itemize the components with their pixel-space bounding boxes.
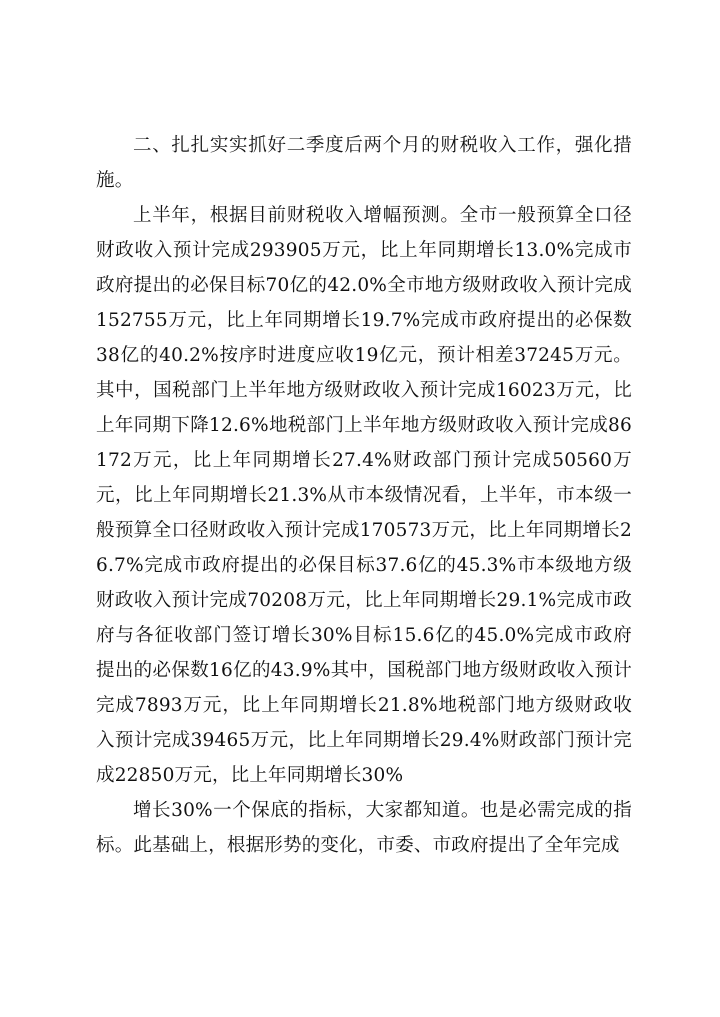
section-heading-paragraph: 二、扎扎实实抓好二季度后两个月的财税收入工作，强化措施。 bbox=[96, 135, 632, 191]
document-body bbox=[96, 128, 632, 863]
growth-target-paragraph: 增长30%一个保底的指标，大家都知道。也是必需完成的指标。此基础上，根据形势的变化，市委、市政府提出了全年完成 bbox=[96, 800, 632, 856]
revenue-forecast-paragraph: 上半年，根据目前财税收入增幅预测。全市一般预算全口径财政收入预计完成293905万元，比上年同期增长13.0%完成市政府提出的必保目标70亿的42.0%全市地方级财政收入预计完成152755万元，比上年同期增长19.7%完成市政府提出的必保数38亿的40.2%按序时进度应收19亿元，预计相差37245万元。其中，国税部门上半年地方级财政收入预计完成16023万元，比上年同期下降12.6%地税部门上半年地方级财政收入预计完成86172万元，比上年同期增长27.4%财政部门预计完成50560万元，比上年同期增长21.3%从市本级情况看，上半年，市本级一般预算全口径财政收入预计完成170573万元，比上年同期增长26.7%完成市政府提出的必保目标37.6亿的45.3%市本级地方级财政收入预计完成70208万元，比上年同期增长29.1%完成市政府与各征收部门签订增长30%目标15.6亿的45.0%完成市政府提出的必保数16亿的43.9%其中，国税部门地方级财政收入预计完成7893万元，比上年同期增长21.8%地税部门地方级财政收入预计完成39465万元，比上年同期增长29.4%财政部门预计完成22850万元，比上年同期增长30% bbox=[96, 205, 632, 786]
